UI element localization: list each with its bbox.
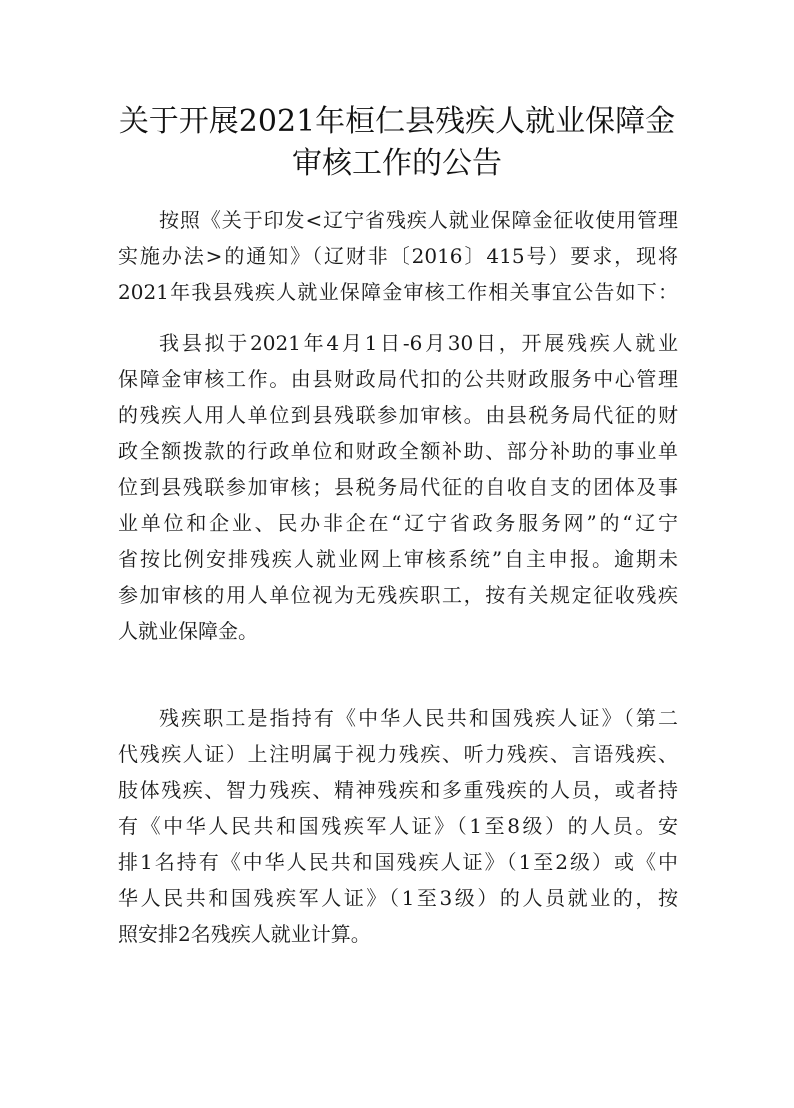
paragraph-line: 我县拟于2021年4月1日-6月30日，开展残疾人就业 (159, 331, 678, 355)
paragraph-line: 政全额拨款的行政单位和财政全额补助、部分补助的事业单 (118, 439, 678, 463)
paragraph-line: 2021年我县残疾人就业保障金审核工作相关事宜公告如下： (118, 280, 678, 304)
paragraph-line: 华人民共和国残疾军人证》（1至3级）的人员就业的，按 (118, 886, 678, 910)
document-title-line-2: 审核工作的公告 (292, 146, 502, 181)
paragraph-line: 有《中华人民共和国残疾军人证》（1至8级）的人员。安 (118, 814, 678, 838)
document-title-line-1: 关于开展2021年桓仁县残疾人就业保障金 (118, 104, 676, 139)
paragraph-definition (118, 700, 678, 952)
paragraph-line: 位到县残联参加审核；县税务局代征的自收自支的团体及事 (118, 475, 678, 499)
paragraph-line: 参加审核的用人单位视为无残疾职工，按有关规定征收残疾 (118, 583, 678, 607)
paragraph-line: 代残疾人证）上注明属于视力残疾、听力残疾、言语残疾、 (118, 742, 678, 766)
paragraph-intro (118, 202, 678, 310)
paragraph-line: 业单位和企业、民办非企在“辽宁省政务服务网”的“辽宁 (118, 511, 678, 535)
paragraph-line: 实施办法>的通知》（辽财非〔2016〕415号）要求，现将 (118, 244, 678, 268)
paragraph-line: 残疾职工是指持有《中华人民共和国残疾人证》（第二 (159, 706, 678, 730)
paragraph-line: 排1名持有《中华人民共和国残疾人证》（1至2级）或《中 (118, 850, 678, 874)
paragraph-line: 的残疾人用人单位到县残联参加审核。由县税务局代征的财 (118, 403, 678, 427)
paragraph-line: 肢体残疾、智力残疾、精神残疾和多重残疾的人员，或者持 (118, 778, 678, 802)
paragraph-line: 按照《关于印发<辽宁省残疾人就业保障金征收使用管理 (159, 208, 678, 232)
paragraph-schedule (118, 325, 678, 649)
paragraph-line: 保障金审核工作。由县财政局代扣的公共财政服务中心管理 (118, 367, 678, 391)
paragraph-line: 人就业保障金。 (118, 619, 258, 643)
paragraph-line: 照安排2名残疾人就业计算。 (118, 922, 371, 946)
paragraph-line: 省按比例安排残疾人就业网上审核系统”自主申报。逾期未 (118, 547, 678, 571)
